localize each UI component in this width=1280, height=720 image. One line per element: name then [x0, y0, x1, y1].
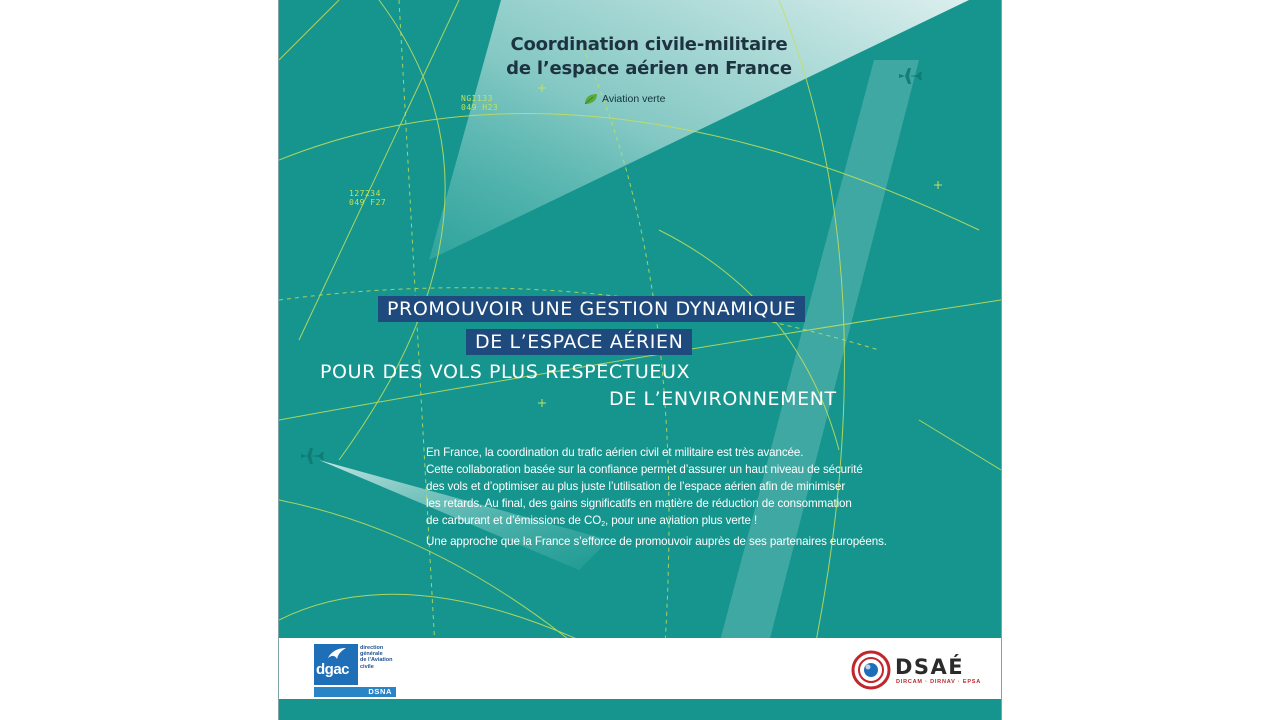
body-line: les retards. Au final, des gains significatifs en matière de réduction de consommation	[426, 497, 852, 510]
roundel-icon	[851, 650, 891, 690]
body-text-segment: de carburant et d’émissions de CO	[426, 514, 602, 527]
dsae-wordmark: DSAÉ	[895, 655, 965, 679]
radar-label-line: NGI133	[461, 94, 493, 103]
body-text-segment: , pour une aviation plus verte !	[605, 514, 758, 527]
dsae-logo	[851, 650, 982, 690]
dgac-desc-line: civile	[360, 663, 374, 670]
footer-strip	[279, 699, 1001, 720]
subscript-2: 2	[601, 521, 606, 528]
leaf-icon	[584, 93, 598, 105]
dgac-wordmark: dgac	[316, 661, 350, 678]
body-line: Une approche que la France s’efforce de promouvoir auprès de ses partenaires européens.	[426, 535, 887, 548]
body-line: Cette collaboration basée sur la confiance permet d’assurer un haut niveau de sécurité	[426, 463, 863, 476]
poster	[278, 0, 1002, 720]
page-title	[479, 33, 819, 81]
airplane-icon	[301, 448, 324, 464]
tagline	[584, 93, 665, 105]
footer-logos	[279, 638, 1001, 699]
headline-line-4: DE L’ENVIRONNEMENT	[609, 388, 837, 410]
tagline-text: Aviation verte	[602, 93, 666, 105]
headline-line-2: DE L’ESPACE AÉRIEN	[466, 329, 692, 355]
body-paragraph	[426, 444, 986, 550]
headline-line-3: POUR DES VOLS PLUS RESPECTUEUX	[320, 361, 691, 383]
title-line-1: Coordination civile-militaire	[510, 34, 788, 55]
dgac-description	[360, 645, 400, 670]
radar-label-line: 127234	[349, 189, 381, 198]
body-line: En France, la coordination du trafic aérien civil et militaire est très avancée.	[426, 446, 804, 459]
dgac-desc-line: de l’Aviation	[360, 657, 393, 664]
body-line: des vols et d’optimiser au plus juste l’utilisation de l’espace aérien afin de minimiser	[426, 480, 846, 493]
dgac-desc-line: générale	[360, 651, 383, 658]
dgac-logo	[314, 644, 396, 696]
headline-line-1: PROMOUVOIR UNE GESTION DYNAMIQUE	[378, 296, 805, 322]
dgac-bird-icon	[326, 646, 348, 661]
title-line-2: de l’espace aérien en France	[506, 58, 792, 79]
radar-label-line: 049 F27	[349, 198, 387, 207]
radar-label-middle	[349, 189, 386, 207]
dgac-logo-block	[314, 644, 358, 685]
radar-label-top	[461, 94, 498, 112]
dsae-subtitle: DIRCAM · DIRNAV · EPSA	[896, 679, 982, 685]
dgac-desc-line: direction	[360, 645, 384, 651]
dsna-label: DSNA	[314, 687, 396, 697]
body-line	[426, 512, 986, 533]
radar-label-line: 049 H23	[461, 103, 499, 112]
